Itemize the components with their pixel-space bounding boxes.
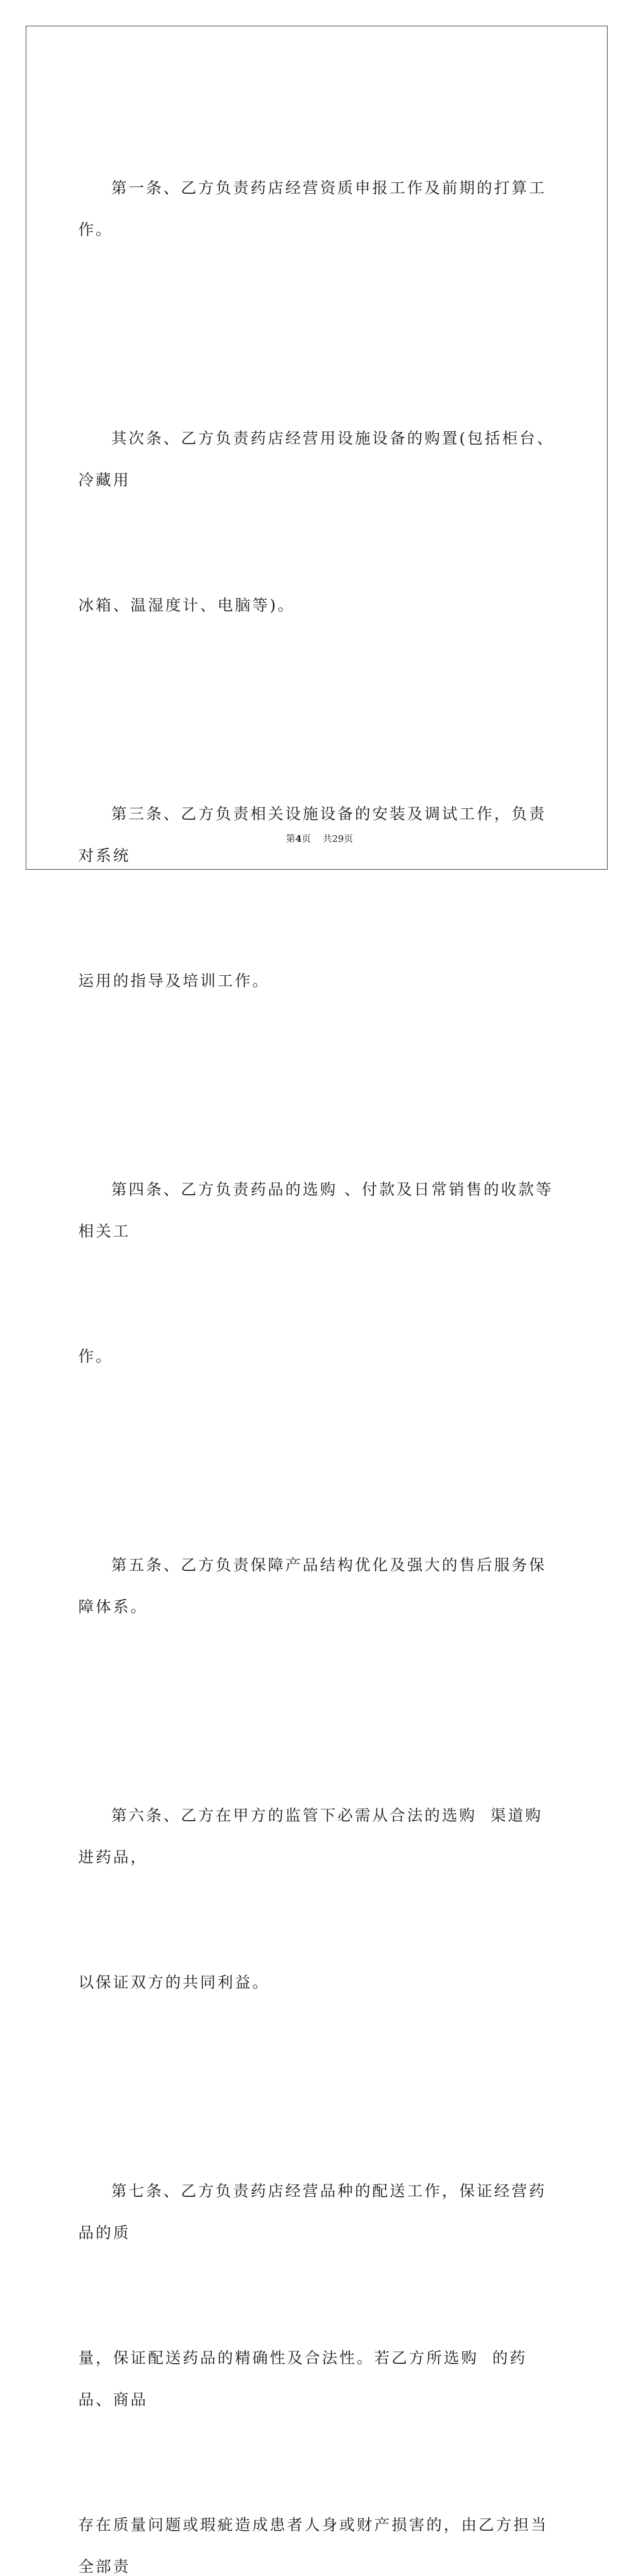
total-label: 页	[343, 834, 353, 844]
article-2	[78, 334, 560, 710]
current-page-number: 4	[295, 834, 302, 844]
article-line: 其次条、乙方负责药店经营用设施设备的购置(包括柜台、冷藏用	[78, 430, 555, 489]
article-line: 作。	[78, 1348, 113, 1366]
total-prefix: 共	[322, 834, 332, 844]
article-line: 以保证双方的共同利益。	[78, 1974, 270, 1992]
article-line: 运用的指导及培训工作。	[78, 972, 270, 990]
total-page-count: 29	[332, 834, 344, 844]
article-line: 第一条、乙方负责药店经营资质申报工作及前期的打算工作。	[78, 179, 546, 239]
article-line: 第五条、乙方负责保障产品结构优化及强大的售后服务保障体系。	[78, 1556, 546, 1616]
article-line: 第四条、乙方负责药品的选购 、付款及日常销售的收款等相关工	[78, 1181, 554, 1241]
article-6	[78, 1711, 560, 2087]
article-line: 冰箱、温湿度计、电脑等)。	[78, 597, 296, 615]
article-line: 量，保证配送药品的精确性及合法性。若乙方所选购 的药品、商品	[78, 2349, 527, 2409]
article-line: 第七条、乙方负责药店经营品种的配送工作，保证经营药品的质	[78, 2182, 546, 2242]
document-body	[78, 84, 560, 2576]
article-4	[78, 1086, 560, 1461]
article-1	[78, 84, 560, 334]
article-line: 第三条、乙方负责相关设施设备的安装及调试工作，负责对系统	[78, 805, 546, 865]
article-line: 存在质量问题或瑕疵造成患者人身或财产损害的，由乙方担当全部责	[78, 2516, 548, 2576]
article-7	[78, 2087, 560, 2576]
page-label: 页	[301, 834, 311, 844]
article-3	[78, 710, 560, 1086]
page-number-footer	[0, 832, 639, 845]
article-line: 第六条、乙方在甲方的监管下必需从合法的选购 渠道购进药品，	[78, 1807, 543, 1867]
article-5	[78, 1461, 560, 1711]
page-prefix: 第	[286, 834, 296, 844]
